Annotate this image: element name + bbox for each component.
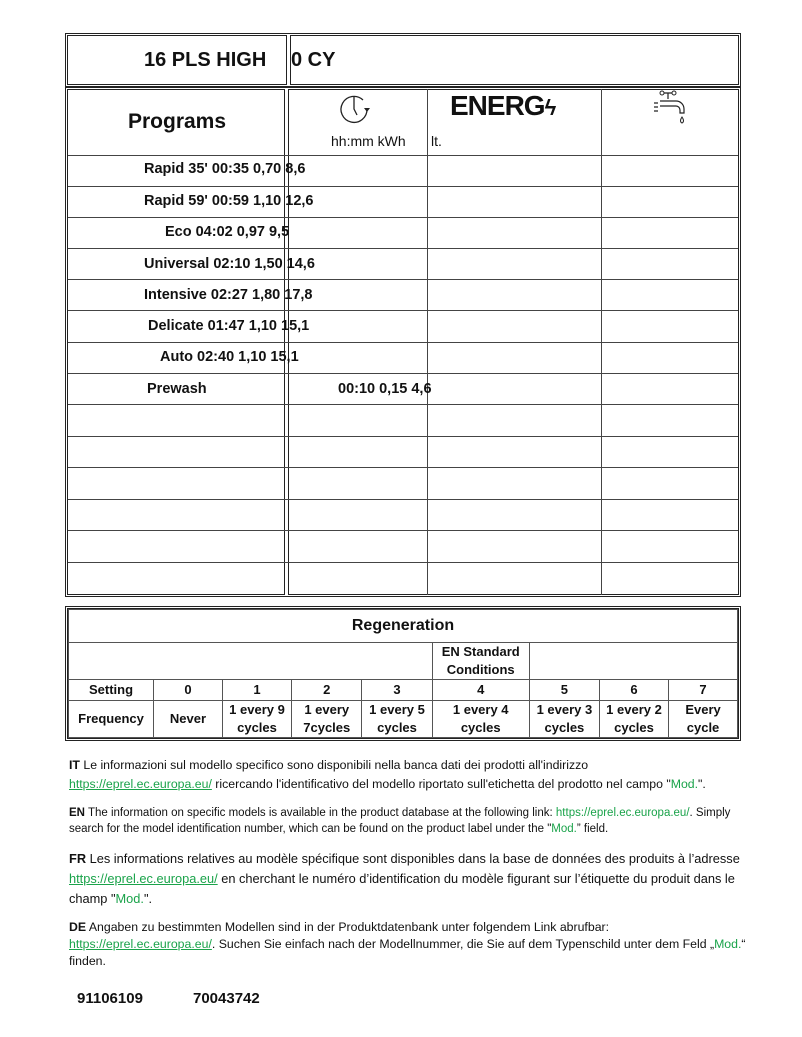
frequency-value: 1 every 2 cycles — [599, 701, 668, 738]
program-row: Rapid 35' 00:35 0,70 8,6 — [144, 161, 306, 177]
row-divider — [68, 530, 738, 531]
energy-logo — [450, 90, 555, 122]
setting-value: 7 — [669, 680, 738, 701]
row-divider — [68, 467, 738, 468]
setting-value: 3 — [362, 680, 432, 701]
row-divider — [68, 217, 738, 218]
info-text: The information on specific models is available in the product database at the following link: — [84, 807, 556, 819]
mod-label: Mod. — [551, 823, 577, 835]
setting-value: 2 — [292, 680, 362, 701]
info-text: ". — [143, 891, 153, 906]
mod-label: Mod. — [714, 937, 742, 951]
row-divider — [68, 436, 738, 437]
lang-code: EN — [69, 807, 85, 819]
row-divider — [68, 186, 738, 187]
info-text: “ finden. — [69, 937, 746, 968]
info-text: . Simply search for the model identification number, which can be found on the product label under the " — [69, 807, 731, 835]
row-divider — [68, 562, 738, 563]
clock-icon — [337, 91, 373, 125]
frequency-value: Every cycle — [669, 701, 738, 738]
row-divider — [68, 342, 738, 343]
frequency-value: 1 every 3 cycles — [529, 701, 599, 738]
setting-value: 4 — [432, 680, 529, 701]
setting-value: 1 — [222, 680, 291, 701]
empty-cell — [69, 643, 433, 680]
header-left: 16 PLS HIGH — [144, 49, 267, 71]
frequency-value: Never — [154, 701, 223, 738]
lang-code: IT — [69, 758, 80, 772]
info-de — [69, 919, 749, 970]
lightning-icon: ϟ — [544, 95, 556, 120]
energy-label: ENERG — [450, 90, 545, 121]
lang-code: DE — [69, 920, 87, 934]
water-tap-icon — [650, 89, 690, 129]
eprel-link[interactable]: https://eprel.ec.europa.eu/ — [69, 937, 212, 951]
row-divider — [68, 279, 738, 280]
info-text: Angaben zu bestimmten Modellen sind in der Produktdatenbank unter folgendem Link abrufbar: — [86, 920, 610, 934]
row-divider — [68, 310, 738, 311]
program-row: Universal 02:10 1,50 14,6 — [144, 256, 315, 272]
eprel-link[interactable]: https://eprel.ec.europa.eu/ — [69, 777, 212, 791]
program-row: Intensive 02:27 1,80 17,8 — [144, 287, 313, 303]
info-text: . Suchen Sie einfach nach der Modellnummer, die Sie auf dem Typenschild unter dem Feld „ — [211, 937, 715, 951]
frequency-value: 1 every 7cycles — [292, 701, 362, 738]
units-label: hh:mm kWh — [331, 133, 406, 149]
info-text: ricercando l'identificativo del modello riportato sull'etichetta del prodotto nel campo " — [211, 777, 671, 791]
header-right: 0 CY — [291, 49, 336, 71]
info-text: ” field. — [576, 823, 609, 835]
frequency-value: 1 every 4 cycles — [432, 701, 529, 738]
row-divider — [68, 373, 738, 374]
lang-code: FR — [69, 851, 87, 866]
info-en — [69, 805, 749, 837]
regeneration-table — [68, 609, 738, 738]
info-text: Le informazioni sul modello specifico sono disponibili nella banca dati dei prodotti all'indirizzo — [79, 758, 589, 772]
row-divider — [68, 499, 738, 500]
program-row: Delicate 01:47 1,10 15,1 — [148, 318, 310, 334]
eprel-link[interactable]: https://eprel.ec.europa.eu/ — [555, 807, 690, 819]
info-text: en cherchant le numéro d’identification du modèle figurant sur l’étiquette du produit dans le champ " — [69, 871, 735, 906]
prewash-name: Prewash — [147, 381, 207, 397]
mod-label: Mod. — [115, 891, 144, 906]
program-row: Auto 02:40 1,10 15,1 — [160, 349, 299, 365]
eprel-link[interactable]: https://eprel.ec.europa.eu/ — [69, 871, 218, 886]
frequency-value: 1 every 9 cycles — [222, 701, 291, 738]
program-row: Rapid 59' 00:59 1,10 12,6 — [144, 193, 314, 209]
info-text: Les informations relatives au modèle spécifique sont disponibles dans la base de données des produits à l’adresse — [86, 851, 740, 866]
empty-cell — [529, 643, 737, 680]
row-divider — [68, 155, 738, 156]
programs-title: Programs — [128, 110, 227, 133]
regeneration-title: Regeneration — [69, 610, 738, 643]
water-unit-label: lt. — [431, 133, 442, 149]
mod-label: Mod. — [670, 777, 699, 791]
row-divider — [68, 404, 738, 405]
code-2: 70043742 — [193, 990, 260, 1007]
setting-value: 5 — [529, 680, 599, 701]
en-standard: EN Standard Conditions — [432, 643, 529, 680]
info-fr — [69, 849, 749, 909]
code-1: 91106109 — [77, 990, 143, 1007]
frequency-value: 1 every 5 cycles — [362, 701, 432, 738]
prewash-values: 00:10 0,15 4,6 — [338, 381, 432, 397]
frequency-label: Frequency — [69, 701, 154, 738]
info-it — [69, 756, 749, 794]
setting-value: 0 — [154, 680, 223, 701]
program-row: Eco 04:02 0,97 9,5 — [165, 224, 290, 240]
setting-value: 6 — [599, 680, 668, 701]
setting-label: Setting — [69, 680, 154, 701]
info-text: ". — [698, 777, 706, 791]
row-divider — [68, 248, 738, 249]
